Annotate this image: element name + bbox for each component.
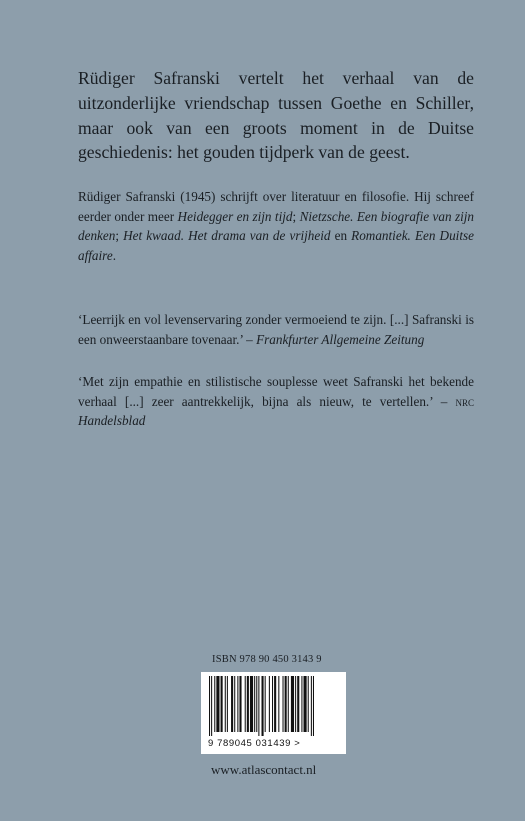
- barcode-bar: [250, 676, 253, 732]
- barcode-bar: [291, 676, 294, 732]
- barcode-bars: [201, 672, 346, 738]
- quote1-text: ‘Leerrijk en vol levenservaring zonder vermoeiend te zijn. [...] Safranski is een onweerstaanbare tovenaar.’ –: [78, 312, 474, 347]
- barcode-bar: [209, 676, 210, 736]
- review-quote-nrc: [78, 372, 474, 431]
- barcode-bar: [247, 676, 249, 732]
- review-quote-faz: [78, 310, 474, 349]
- quote1-source: Frankfurter Allgemeine Zeitung: [256, 331, 425, 347]
- barcode-bar: [214, 676, 215, 732]
- barcode-bar: [237, 676, 238, 732]
- barcode-bar: [301, 676, 302, 732]
- author-bio: Rüdiger Safranski (1945) schrijft over literatuur en filosofie. Hij schreef eerder onder meer Heidegger en zijn tijd; Nietzsche. Een biografie van zijn denken; Het kwaad. Het drama van de vrijheid en Romantiek. Een Duitse affaire.: [78, 189, 475, 263]
- barcode-bar: [285, 676, 287, 732]
- barcode-bar: [258, 676, 259, 736]
- barcode-bar: [311, 676, 312, 736]
- barcode-bar: [216, 676, 219, 732]
- barcode-bar: [297, 676, 299, 732]
- barcode-bar: [295, 676, 296, 732]
- barcode-bar: [239, 676, 241, 732]
- quote2-source-nrc: nrc: [455, 393, 474, 409]
- bio-intro: Rüdiger Safranski (1945) schrijft over literatuur en filosofie. Hij schreef eerder onder meer: [78, 189, 474, 224]
- bio-title-heidegger: Heidegger en zijn tijd: [177, 208, 293, 224]
- bio-title-romantiek: Romantiek. Een Duitse affaire: [78, 228, 474, 263]
- barcode-bar: [225, 676, 226, 732]
- barcode-bar: [245, 676, 246, 732]
- lead-paragraph: [78, 66, 474, 165]
- barcode-bar: [283, 676, 284, 732]
- barcode-bar: [278, 676, 279, 732]
- bio-title-nietzsche: Nietzsche. Een biografie van zijn denken: [78, 208, 475, 243]
- barcode-bar: [308, 676, 309, 732]
- barcode-bar: [265, 676, 266, 732]
- barcode-bar: [234, 676, 235, 732]
- isbn-label: ISBN 978 90 450 3143 9: [212, 654, 322, 665]
- barcode-bar: [313, 676, 314, 736]
- barcode-bar: [211, 676, 212, 736]
- bio-title-kwaad: Het kwaad. Het drama van de vrijheid: [123, 228, 331, 243]
- lead-text: Rüdiger Safranski vertelt het verhaal van de uitzonderlijke vriendschap tussen Goethe en Schiller, maar ook van een groots moment in de Duitse geschiedenis: het gouden tijdperk van de geest.: [78, 68, 474, 163]
- publisher-website: www.atlascontact.nl: [211, 762, 317, 777]
- barcode-bar: [254, 676, 255, 732]
- barcode-bar: [304, 676, 307, 732]
- barcode-bar: [231, 676, 233, 732]
- barcode-bar: [272, 676, 273, 732]
- barcode-digits: 9 789045 031439 >: [208, 738, 301, 749]
- quote2-source: Handelsblad: [78, 413, 146, 428]
- barcode-bar: [221, 676, 223, 732]
- barcode-bar: [256, 676, 257, 732]
- barcode-bar: [227, 676, 228, 732]
- barcode-bar: [269, 676, 270, 732]
- barcode-bar: [262, 676, 264, 736]
- quote2-text: ‘Met zijn empathie en stilistische souplesse weet Safranski het bekende verhaal [...] zeer aantrekkelijk, bijna als nieuw, te vertellen.’ –: [78, 374, 474, 409]
- barcode-bar: [274, 676, 276, 732]
- barcode-bar: [288, 676, 289, 732]
